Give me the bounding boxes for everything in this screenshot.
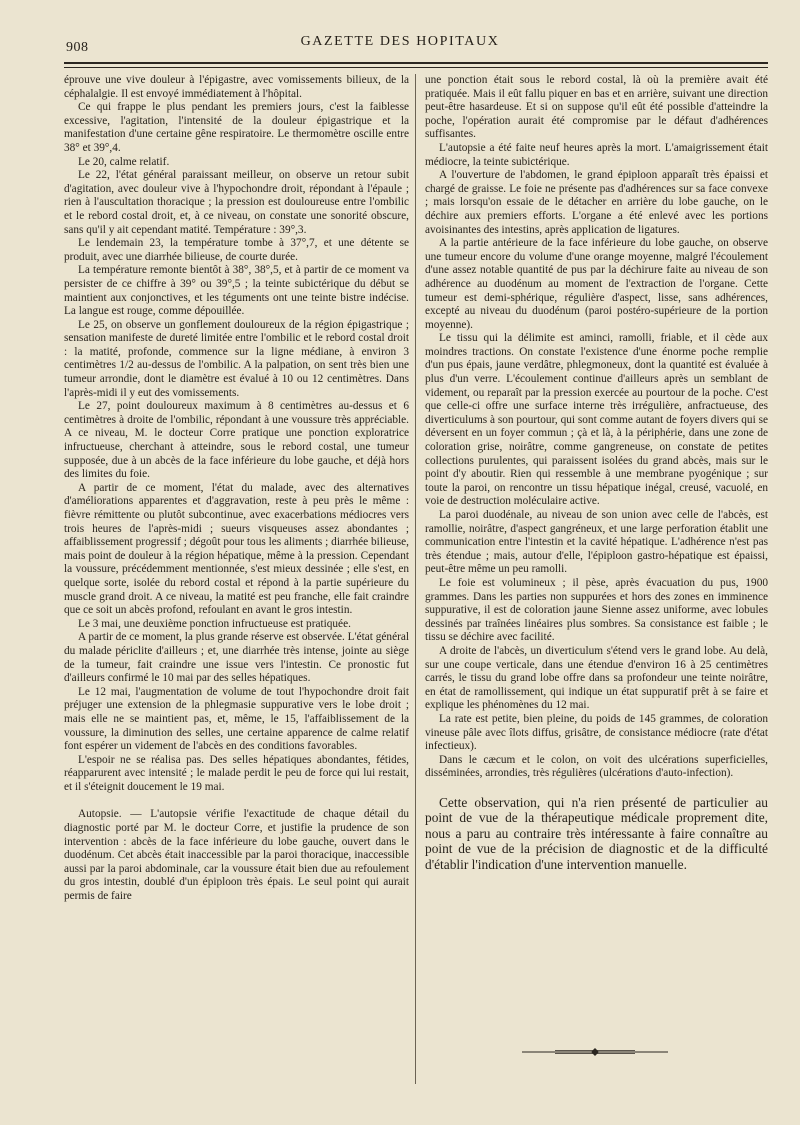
column-divider <box>415 74 416 1084</box>
end-ornament-icon <box>520 1047 670 1057</box>
left-column <box>64 74 409 904</box>
running-title: GAZETTE DES HOPITAUX <box>300 34 500 49</box>
header-rule-thick <box>64 62 768 64</box>
page-number: 908 <box>66 40 89 55</box>
paragraph: éprouve une vive douleur à l'épigastre, avec vomissements bilieux, de la céphalalgie. Il est envoyé immédiatement à l'hôpital. <box>64 74 409 100</box>
paragraph: A partir de ce moment, la plus grande réserve est observée. L'état général du malade périclite d'ailleurs ; et, une diarrhée très intense, jointe au siège de la tumeur, fait craindre une issue vers l'intestin. Ce pronostic fut d'ailleurs confirmé le 10 mai par des selles hépatiques. <box>64 631 409 685</box>
paragraph: Le 22, l'état général paraissant meilleur, on observe un retour subit d'agitation, avec douleur vive à l'hypochondre droit, répondant à l'épaule ; rien à l'auscultation thoracique ; la pression est douloureuse entre l'ombilic et le rebord costal droit, et, à ce niveau, on constate une sonorité obscure, sans qu'il y ait cependant matité. Température : 39°,3. <box>64 169 409 236</box>
paragraph: A partir de ce moment, l'état du malade, avec des alternatives d'améliorations apparentes et d'aggravation, reste à peu près le même : fièvre rémittente ou plutôt subcontinue, avec exacerbations médiocres vers trois heures de l'après-midi ; sueurs visqueuses assez abondantes ; affaiblissement progressif ; dégoût pour tous les aliments ; diarrhée bilieuse, mais point de douleur à la région hépatique, même à la pression. Cependant la voussure, précédemment mentionnée, s'est mieux dessinée ; elle s'est, en quelque sorte, isolée du rebord costal et répond à la partie supérieure du muscle grand droit. A ce niveau, la matité est peu franche, elle fait craindre que ce soit un abcès profond, refoulant en avant le gros intestin. <box>64 481 409 617</box>
paragraph: Ce qui frappe le plus pendant les premiers jours, c'est la faiblesse excessive, l'agitation, l'intensité de la douleur épigastrique et la manifestation d'une certaine gêne respiratoire. Le thermomètre oscille entre 38° et 39°,4. <box>64 101 409 154</box>
paragraph: Le lendemain 23, la température tombe à 37°,7, et une détente se produit, avec une diarrhée bilieuse, de courte durée. <box>64 237 409 263</box>
paragraph: L'autopsie a été faite neuf heures après la mort. L'amaigrissement était médiocre, la teinte subictérique. <box>425 141 768 168</box>
conclusion-paragraph: Cette observation, qui n'a rien présenté de particulier au point de vue de la thérapeutique médicale proprement dite, nous a paru au contraire très intéressante à faire connaître au point de vue de la précision de diagnostic et de la difficulté d'établir l'indication d'une intervention manuelle. <box>425 794 768 872</box>
paragraph: A la partie antérieure de la face inférieure du lobe gauche, on observe une tumeur encore du volume d'une orange moyenne, malgré l'écoulement d'une assez notable quantité de pus par la déchirure faite au niveau de son adhérence au duodénum au moment de l'extraction de l'organe. Cette tumeur est demi-sphérique, régulière d'aspect, lisse, sans adhérences, excepté au niveau du duodénum (paroi postéro-supérieure de la portion moyenne). <box>425 237 768 331</box>
paragraph: A droite de l'abcès, un diverticulum s'étend vers le grand lobe. Au delà, sur une coupe verticale, dans une étendue d'environ 16 à 25 centimètres carrés, le tissu du grand lobe offre dans sa profondeur une teinte noirâtre, en état de ramollissement, qui indique un état suppuratif prêt à se faire et explique les phénomènes du 12 mai. <box>425 644 768 712</box>
paragraph: A l'ouverture de l'abdomen, le grand épiploon apparaît très épaissi et chargé de graisse. Le foie ne présente pas d'adhérences sur sa face convexe ; mais lorsqu'on essaie de le détacher en arrière du lobe gauche, on le déchire aux premiers efforts. L'organe a été enlevé avec les portions avoisinantes des intestins, après application de ligatures. <box>425 169 768 236</box>
paragraph: Le 25, on observe un gonflement douloureux de la région épigastrique ; sensation manifeste de dureté limitée entre l'ombilic et le rebord costal droit : la matité, profonde, commence sur la ligne médiane, à environ 3 centimètres 1/2 au-dessus de l'ombilic. A la palpation, on sent très bien une tumeur arrondie, dont le diamètre est évalué à 10 ou 12 centimètres. Dans l'après-midi il y eut des vomissements. <box>64 318 409 399</box>
paragraph: Dans le cæcum et le colon, on voit des ulcérations superficielles, disséminées, arrondies, très régulières (ulcérations d'auto-infection). <box>425 753 768 780</box>
paragraph: La paroi duodénale, au niveau de son union avec celle de l'abcès, est ramollie, noirâtre, d'aspect gangréneux, et une large perforation établit une communication entre l'intestin et la cavité hépatique. L'adhérence n'est pas très étendue ; mais, autour d'elle, l'épiploon gastro-hépatique est épaissi, peut-être même un peu ramolli. <box>425 509 768 576</box>
paragraph: Le 20, calme relatif. <box>78 155 170 168</box>
header-rule-thin <box>64 67 768 68</box>
paragraph: Le 27, point douloureux maximum à 8 centimètres au-dessus et 6 centimètres à droite de l'ombilic, répondant à une voussure très appréciable. A ce niveau, M. le docteur Corre pratique une ponction exploratrice infructueuse, cherchant à atteindre, sous le rebord costal, une tumeur supposée, due à un abcès de la face inférieure du lobe gauche, et déjà hors des limites du foie. <box>64 400 409 481</box>
paragraph: Le foie est volumineux ; il pèse, après évacuation du pus, 1900 grammes. Dans les parties non suppurées et hors des zones en imminence suppurative, il est de coloration jaune Sienne assez uniforme, avec lobules dessinés par traînées linéaires plus sombres. Sa consistance est faible ; le tissu se déchire avec facilité. <box>425 576 768 644</box>
paragraph: Le 12 mai, l'augmentation de volume de tout l'hypochondre droit fait préjuger une extension de la phlegmasie suppurative vers le lobe droit ; mais elle ne se maintient pas, et, même, le 15, l'affaiblissement de la voussure, la diminution des selles, une certaine apparence de calme relatif font espérer un videment de l'abcès en des conditions favorables. <box>64 685 409 753</box>
right-column <box>425 74 768 872</box>
paragraph: Le tissu qui la délimite est aminci, ramolli, friable, et il cède aux moindres tractions. On constate l'existence d'une énorme poche remplie d'un pus épais, jaune verdâtre, phlegmoneux, dont la quantité est évaluée à plus d'un verre. L'écoulement continue d'ailleurs après un semblant de videment, ou reparaît par la pression exercée au pourtour de la poche. C'est que celle-ci offre une surface interne très irrégulière, anfractueuse, des diverticulums à son pourtour, qui sont comme autant de foyers divers qui se déversent en un foyer commun ; çà et là, à la périphérie, dans une zone de coloration grise, noirâtre, comme gangreneuse, on constate de petites collections purulentes, qui paraissent isolées du grand abcès, mais sur le point d'y aboutir. Rien qui ressemble à une membrane pyogénique ; sur toute la paroi, on rencontre un tissu hépatique inégal, creusé, vacuolé, en voie de destruction moléculaire active. <box>425 332 768 508</box>
autopsy-paragraph: Autopsie. — L'autopsie vérifie l'exactitude de chaque détail du diagnostic porté par M. le docteur Corre, et justifie la prudence de son intervention : abcès de la face inférieure du lobe gauche, ouvert dans le duodénum. Cet abcès était inaccessible par la paroi thoracique, inaccessible aussi par la paroi abdominale, car la voussure était bien due au refoulement du gros intestin, doublé d'un épiploon très épais. Le seul point qui aurait permis de faire <box>64 808 409 903</box>
paragraph: Le 3 mai, une deuxième ponction infructueuse est pratiquée. <box>78 617 351 630</box>
paragraph: L'espoir ne se réalisa pas. Des selles hépatiques abondantes, fétides, réapparurent avec intensité ; le malade perdit le peu de force qui lui restait, et il s'éteignit doucement le 19 mai. <box>64 753 409 793</box>
paragraph: une ponction était sous le rebord costal, là où la première avait été pratiquée. Mais il eût fallu piquer en bas et en arrière, suivant une direction peut-être hasardeuse. Et si on suppose qu'il eût été possible d'atteindre la poche, l'opération aurait été compromise par le défaut d'adhérences suffisantes. <box>425 74 768 141</box>
paragraph: La température remonte bientôt à 38°, 38°,5, et à partir de ce moment va persister de ce chiffre à 39° ou 39°,5 ; la teinte subictérique du début se maintient aux conjonctives, et les téguments ont une teinte bistre indécise. La langue est rouge, comme dépouillée. <box>64 264 409 318</box>
paragraph: La rate est petite, bien pleine, du poids de 145 grammes, de coloration vineuse pâle avec îlots diffus, grisâtre, de consistance médiocre (rate d'état infectieux). <box>425 712 768 753</box>
